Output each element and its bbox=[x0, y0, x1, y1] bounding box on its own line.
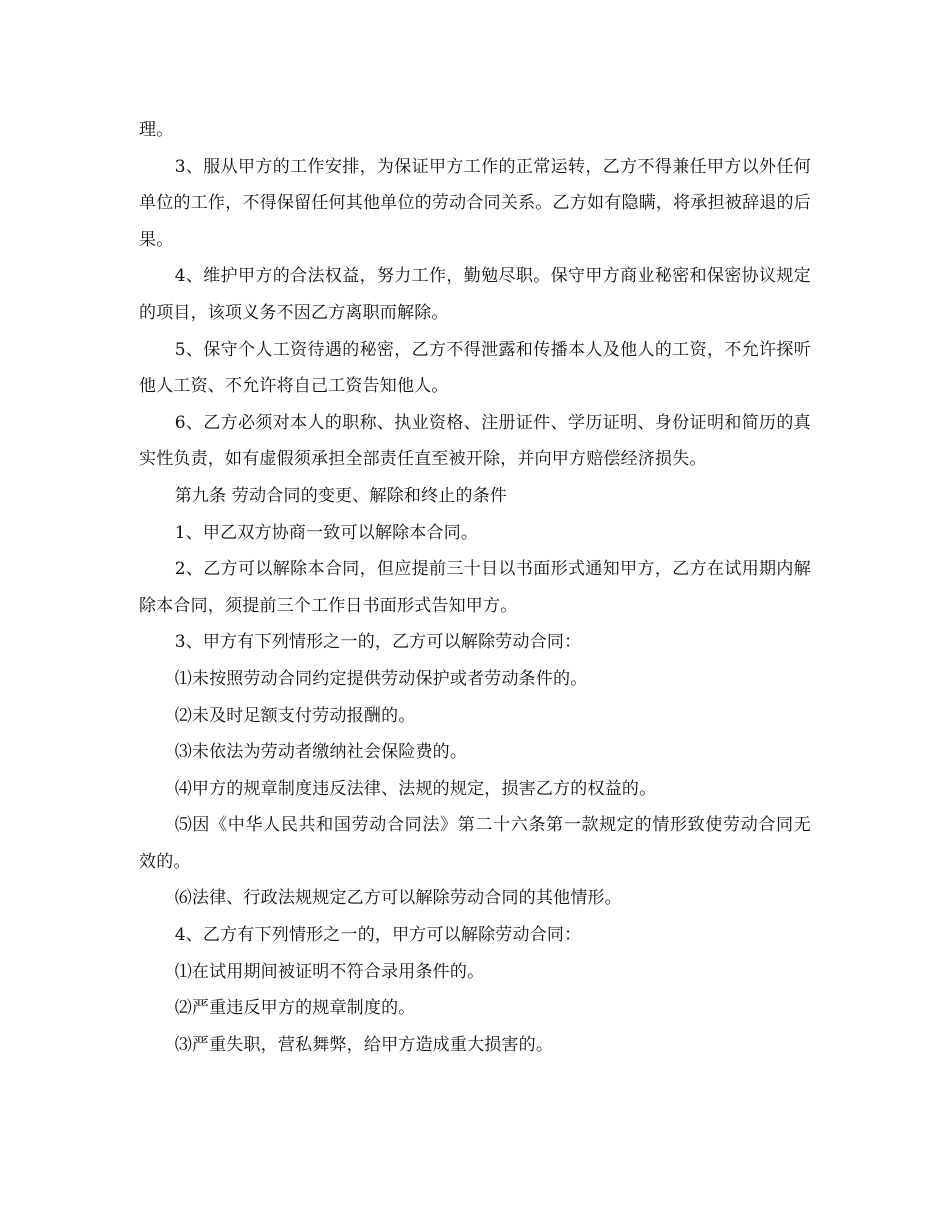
list-item-3-6: ⑹法律、行政法规规定乙方可以解除劳动合同的其他情形。 bbox=[174, 888, 622, 909]
paragraph-article-9-item-4: 4、乙方有下列情形之一的，甲方可以解除劳动合同： bbox=[174, 925, 582, 946]
list-item-4-3: ⑶严重失职，营私舞弊，给甲方造成重大损害的。 bbox=[174, 1034, 554, 1055]
paragraph-continuation: 理。 bbox=[139, 120, 174, 140]
paragraph-clause-5: 5、保守个人工资待遇的秘密，乙方不得泄露和传播本人及他人的工资，不允许探听他人工资、不允许将自己工资告知他人。 bbox=[139, 339, 811, 397]
paragraph-clause-3: 3、服从甲方的工作安排，为保证甲方工作的正常运转，乙方不得兼任甲方以外任何单位的工作，不得保留任何其他单位的劳动合同关系。乙方如有隐瞒，将承担被辞退的后果。 bbox=[139, 156, 811, 250]
section-heading-article-9: 第九条 劳动合同的变更、解除和终止的条件 bbox=[174, 485, 508, 506]
list-item-3-2: ⑵未及时足额支付劳动报酬的。 bbox=[174, 705, 416, 726]
document-body bbox=[139, 112, 811, 1063]
list-item-3-1: ⑴未按照劳动合同约定提供劳动保护或者劳动条件的。 bbox=[174, 668, 588, 689]
paragraph-clause-6: 6、乙方必须对本人的职称、执业资格、注册证件、学历证明、身份证明和简历的真实性负责，如有虚假须承担全部责任直至被开除，并向甲方赔偿经济损失。 bbox=[139, 412, 811, 470]
paragraph-article-9-item-2: 2、乙方可以解除本合同，但应提前三十日以书面形式通知甲方，乙方在试用期内解除本合同，须提前三个工作日书面形式告知甲方。 bbox=[139, 559, 811, 616]
list-item-4-1: ⑴在试用期间被证明不符合录用条件的。 bbox=[174, 961, 485, 982]
paragraph-article-9-item-1: 1、甲乙双方协商一致可以解除本合同。 bbox=[174, 522, 479, 543]
list-item-4-2: ⑵严重违反甲方的规章制度的。 bbox=[174, 998, 416, 1019]
list-item-3-3: ⑶未依法为劳动者缴纳社会保险费的。 bbox=[174, 742, 468, 763]
paragraph-article-9-item-3: 3、甲方有下列情形之一的，乙方可以解除劳动合同： bbox=[174, 632, 582, 653]
paragraph-clause-4: 4、维护甲方的合法权益，努力工作，勤勉尽职。保守甲方商业秘密和保密协议规定的项目，该项义务不因乙方离职而解除。 bbox=[139, 266, 811, 323]
list-item-3-4: ⑷甲方的规章制度违反法律、法规的规定，损害乙方的权益的。 bbox=[174, 778, 657, 799]
list-item-3-5: ⑸因《中华人民共和国劳动合同法》第二十六条第一款规定的情形致使劳动合同无效的。 bbox=[139, 815, 811, 872]
